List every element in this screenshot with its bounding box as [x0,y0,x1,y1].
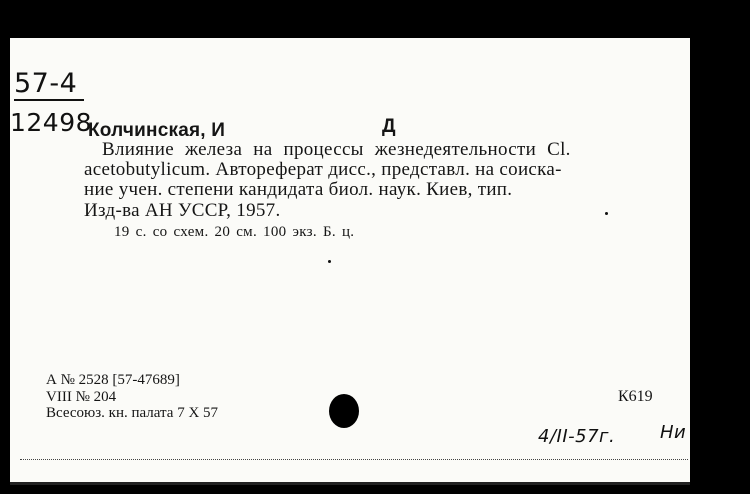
ink-speck [328,260,331,263]
description-line-1: Влияние железа на процессы жезнедеятельности Cl. [102,139,571,160]
author-name: Колчинская, И [88,120,226,141]
call-number-underline [14,99,84,101]
card-bottom-rule [20,459,688,460]
description-line-2: acetobutylicum. Автореферат дисс., представл. на соиска- [84,159,562,180]
issuing-chamber: Всесоюз. кн. палата 7 X 57 [46,405,219,421]
description-line-4: Изд-ва АН УССР, 1957. [84,200,281,221]
handwritten-date: 4/II-57г. [538,426,616,447]
description-line-3: ние учен. степени кандидата биол. наук. Киев, тип. [84,179,513,200]
series-number: VIII № 204 [46,389,117,405]
call-number-bottom: 12498 [10,108,93,137]
section-letter: Д [382,116,396,137]
ink-blot [329,394,359,428]
price-code: К619 [618,388,653,405]
physical-description: 19 с. со схем. 20 см. 100 экз. Б. ц. [114,224,355,240]
call-number-top: 57-4 [14,68,78,99]
handwritten-code: Ни [660,422,687,443]
accession-number: А № 2528 [57-47689] [46,372,180,388]
card-edge [10,482,690,485]
ink-speck [605,212,608,215]
catalog-card [10,38,690,482]
